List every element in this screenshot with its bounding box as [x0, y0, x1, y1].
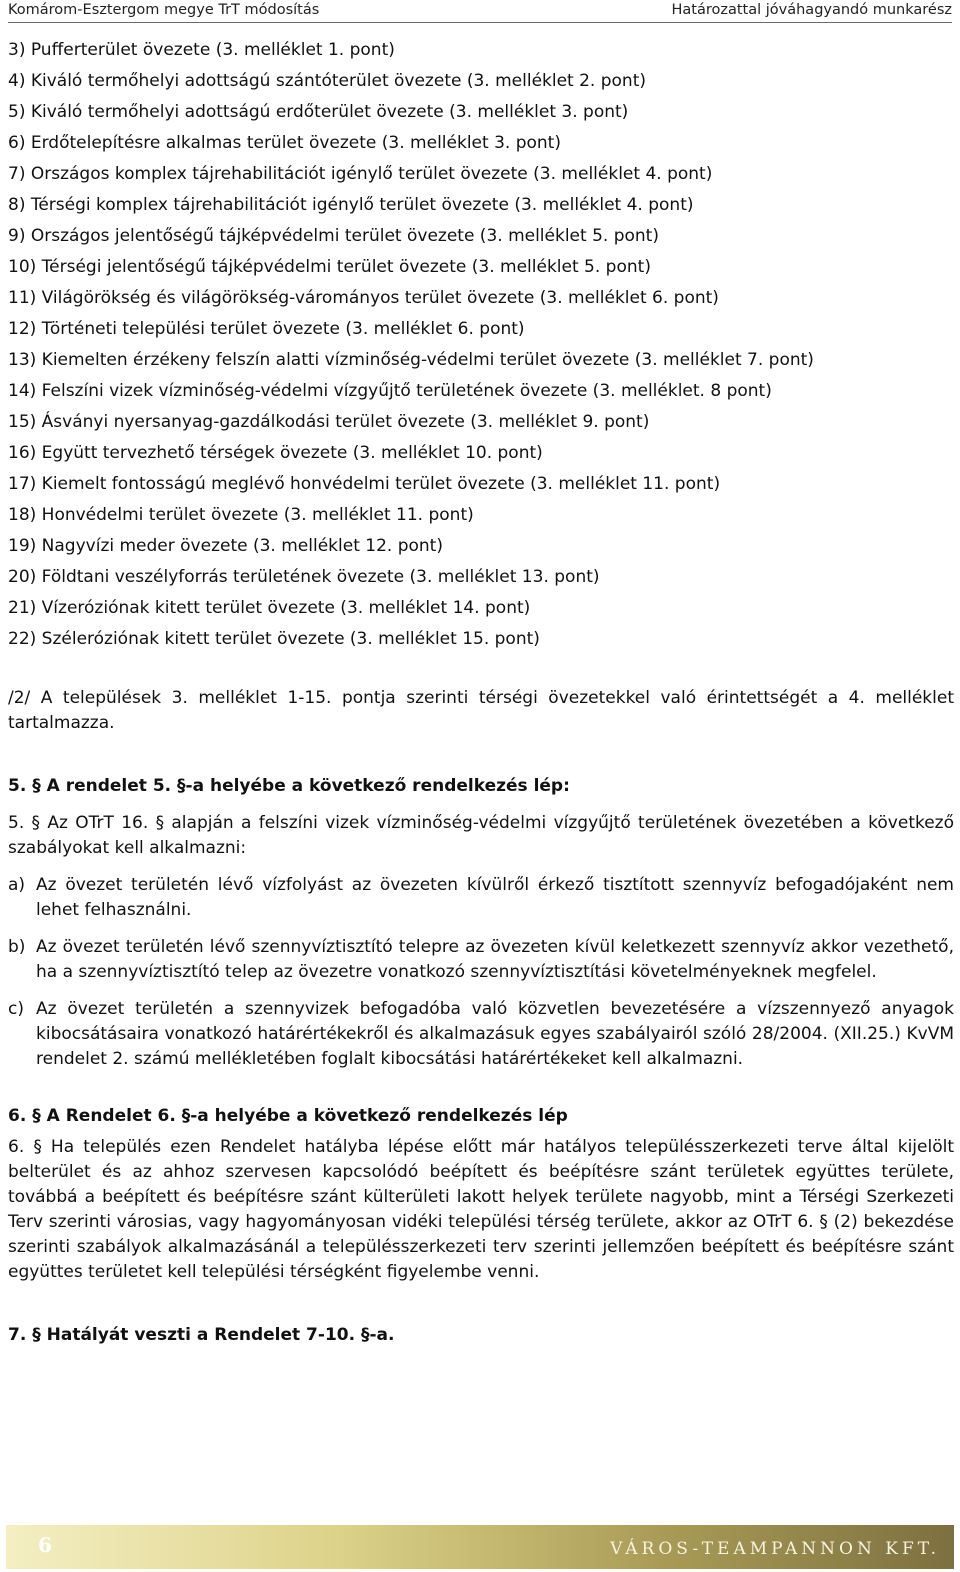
page-footer [6, 1525, 954, 1569]
company-logo-text: VÁROS-TEAMPANNON KFT. [610, 1539, 940, 1559]
list-item: 16) Együtt tervezhető térségek övezete (3. melléklet 10. pont) [8, 443, 543, 463]
page-header [8, 0, 952, 23]
zone-list [8, 35, 954, 655]
list-item: 6) Erdőtelepítésre alkalmas terület övezete (3. melléklet 3. pont) [8, 133, 561, 153]
item-text: Az övezet területén a szennyvizek befogadóba való közvetlen bevezetésére a vízszennyező anyagok kibocsátásaira vonatkozó határértékekről és alkalmazásuk egyes szabályairól szóló 28/2004. (XII.25.) KvVM rendelet 2. számú mellékletében foglalt kibocsátási határértékeket kell alkalmazni. [36, 999, 954, 1069]
list-item: 11) Világörökség és világörökség-várományos terület övezete (3. melléklet 6. pont) [8, 288, 719, 308]
list-item: 13) Kiemelten érzékeny felszín alatti vízminőség-védelmi terület övezete (3. melléklet 7. pont) [8, 350, 814, 370]
list-item: 21) Vízeróziónak kitett terület övezete (3. melléklet 14. pont) [8, 598, 531, 618]
list-item: 4) Kiváló termőhelyi adottságú szántóterület övezete (3. melléklet 2. pont) [8, 71, 647, 91]
section-5-heading: 5. § A rendelet 5. §-a helyébe a következő rendelkezés lép: [8, 776, 570, 796]
list-item: 10) Térségi jelentőségű tájképvédelmi terület övezete (3. melléklet 5. pont) [8, 257, 651, 277]
list-item: 14) Felszíni vizek vízminőség-védelmi vízgyűjtő területének övezete (3. melléklet. 8 pont) [8, 381, 772, 401]
section-6-text: 6. § Ha település ezen Rendelet hatályba lépése előtt már hatályos településszerkezeti terve által kijelölt belterület és az ahhoz szervesen kapcsolódó beépített és beépítésre szánt területek együttes területe, továbbá a beépített és beépítésre szánt külterületi lakott helyek területe nagyobb, mint a Térségi Szerkezeti Terv szerinti városias, vagy hagyományosan vidéki települési térség területe, akkor az OTrT 6. § (2) bekezdése szerinti szabályok alkalmazásánál a településszerkezeti terv szerinti jellemzően beépített és beépítésre szánt együttes területet kell települési térségként figyelembe venni. [8, 1137, 954, 1282]
list-item: 5) Kiváló termőhelyi adottságú erdőterület övezete (3. melléklet 3. pont) [8, 102, 629, 122]
section-5-item-b [8, 935, 954, 985]
document-body [8, 35, 954, 1348]
list-item: 9) Országos jelentőségű tájképvédelmi terület övezete (3. melléklet 5. pont) [8, 226, 659, 246]
list-item: 19) Nagyvízi meder övezete (3. melléklet 12. pont) [8, 536, 443, 556]
list-item: 3) Pufferterület övezete (3. melléklet 1. pont) [8, 40, 395, 60]
section-7-heading: 7. § Hatályát veszti a Rendelet 7-10. §-a. [8, 1325, 395, 1345]
section-5-item-a [8, 873, 954, 923]
item-text: Az övezet területén lévő vízfolyást az övezeten kívülről érkező tisztított szennyvíz befogadójaként nem lehet felhasználni. [36, 875, 954, 920]
list-item: 12) Történeti települési terület övezete (3. melléklet 6. pont) [8, 319, 525, 339]
item-letter: a) [8, 875, 26, 895]
list-item: 17) Kiemelt fontosságú meglévő honvédelmi terület övezete (3. melléklet 11. pont) [8, 474, 721, 494]
list-item: 18) Honvédelmi terület övezete (3. melléklet 11. pont) [8, 505, 474, 525]
section-6-heading: 6. § A Rendelet 6. §-a helyébe a következő rendelkezés lép [8, 1106, 568, 1126]
list-item: 8) Térségi komplex tájrehabilitációt igénylő terület övezete (3. melléklet 4. pont) [8, 195, 694, 215]
item-text: Az övezet területén lévő szennyvíztisztító telepre az övezeten kívül keletkezett szennyvíz akkor vezethető, ha a szennyvíztisztító telep az övezetre vonatkozó szennyvíztisztítási követelményeknek megfelel. [36, 937, 954, 982]
list-item: 7) Országos komplex tájrehabilitációt igénylő terület övezete (3. melléklet 4. pont) [8, 164, 713, 184]
paragraph-2: /2/ A települések 3. melléklet 1-15. pontja szerinti térségi övezetekkel való érintettségét a 4. melléklet tartalmazza. [8, 688, 954, 733]
list-item: 22) Széleróziónak kitett terület övezete (3. melléklet 15. pont) [8, 629, 540, 649]
list-item: 20) Földtani veszélyforrás területének övezete (3. melléklet 13. pont) [8, 567, 600, 587]
list-item: 15) Ásványi nyersanyag-gazdálkodási terület övezete (3. melléklet 9. pont) [8, 412, 650, 432]
item-letter: c) [8, 999, 24, 1019]
header-document-status: Határozattal jóváhagyandó munkarész [671, 2, 952, 18]
section-5-intro: 5. § Az OTrT 16. § alapján a felszíni vizek vízminőség-védelmi vízgyűjtő területének övezetében a következő szabályokat kell alkalmazni: [8, 813, 954, 858]
header-document-title: Komárom-Esztergom megye TrT módosítás [8, 2, 320, 18]
item-letter: b) [8, 937, 26, 957]
page-number: 6 [38, 1533, 52, 1557]
section-5-item-c [8, 997, 954, 1072]
